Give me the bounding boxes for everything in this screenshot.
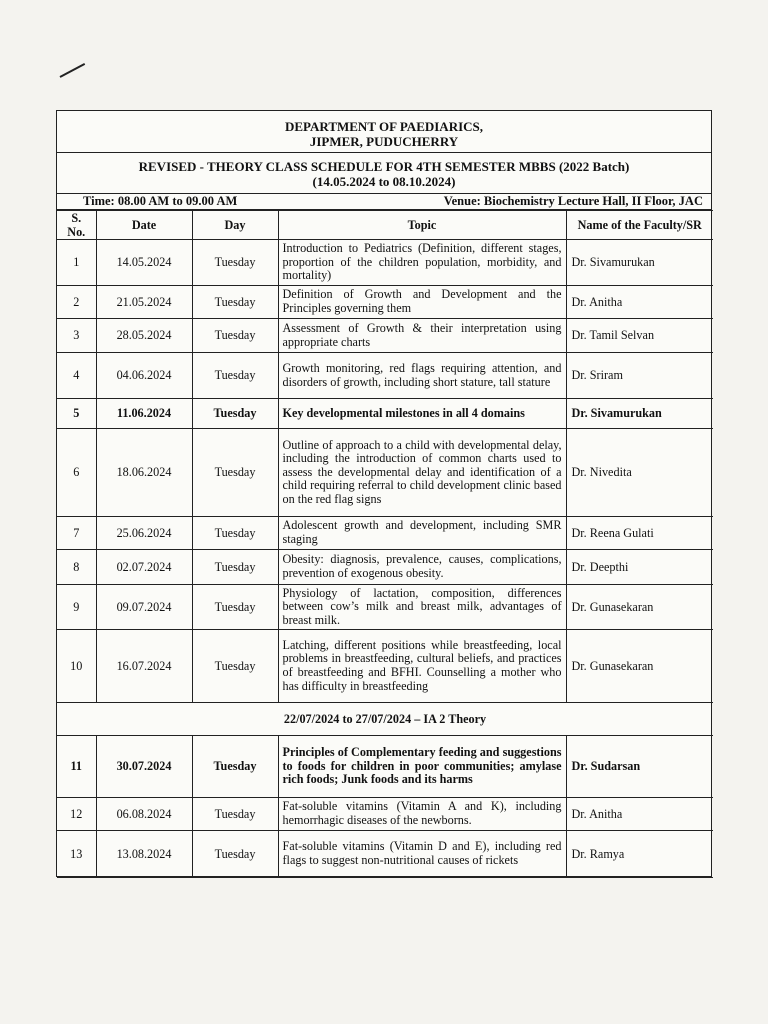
row-sno: 5 — [57, 399, 96, 429]
row-sno: 10 — [57, 630, 96, 703]
row-day: Tuesday — [192, 831, 278, 878]
schedule-document — [56, 110, 712, 877]
row-date: 09.07.2024 — [96, 585, 192, 630]
row-day: Tuesday — [192, 736, 278, 798]
table-row — [57, 517, 713, 550]
col-header-date: Date — [96, 211, 192, 240]
row-topic: Fat-soluble vitamins (Vitamin A and K), including hemorrhagic diseases of the newborns. — [278, 798, 566, 831]
row-topic: Key developmental milestones in all 4 domains — [278, 399, 566, 429]
schedule-title — [57, 153, 711, 194]
row-faculty: Dr. Anitha — [566, 798, 713, 831]
class-venue: Venue: Biochemistry Lecture Hall, II Floor, JAC — [443, 194, 703, 208]
table-row — [57, 286, 713, 319]
pen-mark — [60, 63, 86, 78]
row-sno: 1 — [57, 240, 96, 286]
col-header-day: Day — [192, 211, 278, 240]
row-day: Tuesday — [192, 286, 278, 319]
row-topic: Latching, different positions while breastfeeding, local problems in breastfeeding, cultural beliefs, and practices of breastfeeding and BFHI. Counselling a mother who has difficulty in breastfeeding — [278, 630, 566, 703]
row-day: Tuesday — [192, 399, 278, 429]
class-time: Time: 08.00 AM to 09.00 AM — [83, 194, 238, 208]
table-row — [57, 630, 713, 703]
ia-break-row — [57, 703, 713, 736]
col-header-sno: S. No. — [57, 211, 96, 240]
table-row — [57, 353, 713, 399]
row-day: Tuesday — [192, 630, 278, 703]
row-day: Tuesday — [192, 585, 278, 630]
row-sno: 11 — [57, 736, 96, 798]
row-date: 28.05.2024 — [96, 319, 192, 353]
row-faculty: Dr. Gunasekaran — [566, 585, 713, 630]
table-row — [57, 240, 713, 286]
table-row — [57, 831, 713, 878]
col-header-faculty: Name of the Faculty/SR — [566, 211, 713, 240]
row-day: Tuesday — [192, 798, 278, 831]
row-faculty: Dr. Sivamurukan — [566, 240, 713, 286]
row-topic: Obesity: diagnosis, prevalence, causes, complications, prevention of exogenous obesity. — [278, 550, 566, 585]
row-sno: 2 — [57, 286, 96, 319]
table-header-row — [57, 211, 713, 240]
time-venue-bar — [57, 194, 711, 210]
row-faculty: Dr. Deepthi — [566, 550, 713, 585]
row-sno: 3 — [57, 319, 96, 353]
row-faculty: Dr. Tamil Selvan — [566, 319, 713, 353]
row-topic: Adolescent growth and development, including SMR staging — [278, 517, 566, 550]
row-faculty: Dr. Ramya — [566, 831, 713, 878]
table-row — [57, 319, 713, 353]
table-row — [57, 429, 713, 517]
row-date: 30.07.2024 — [96, 736, 192, 798]
row-date: 04.06.2024 — [96, 353, 192, 399]
row-topic: Fat-soluble vitamins (Vitamin D and E), including red flags to suggest non-nutritional causes of rickets — [278, 831, 566, 878]
row-topic: Introduction to Pediatrics (Definition, different stages, proportion of the children population, morbidity, and mortality) — [278, 240, 566, 286]
row-topic: Principles of Complementary feeding and suggestions to foods for children in poor communities; amylase rich foods; Junk foods and its harms — [278, 736, 566, 798]
row-sno: 6 — [57, 429, 96, 517]
row-sno: 8 — [57, 550, 96, 585]
ia-break-label: 22/07/2024 to 27/07/2024 – IA 2 Theory — [57, 703, 713, 736]
table-row — [57, 798, 713, 831]
row-sno: 12 — [57, 798, 96, 831]
institution-name: JIPMER, PUDUCHERRY — [309, 134, 459, 149]
row-topic: Outline of approach to a child with developmental delay, including the introduction of common charts used to assess the developmental delay and identification of a child requiring referral to child development clinic based on the red flag signs — [278, 429, 566, 517]
row-date: 14.05.2024 — [96, 240, 192, 286]
col-header-topic: Topic — [278, 211, 566, 240]
row-date: 25.06.2024 — [96, 517, 192, 550]
row-date: 13.08.2024 — [96, 831, 192, 878]
row-faculty: Dr. Anitha — [566, 286, 713, 319]
department-name: DEPARTMENT OF PAEDIARICS, — [284, 119, 484, 134]
row-faculty: Dr. Sriram — [566, 353, 713, 399]
table-row — [57, 585, 713, 630]
row-faculty: Dr. Reena Gulati — [566, 517, 713, 550]
table-row — [57, 550, 713, 585]
row-date: 18.06.2024 — [96, 429, 192, 517]
row-sno: 9 — [57, 585, 96, 630]
row-faculty: Dr. Sivamurukan — [566, 399, 713, 429]
row-faculty: Dr. Sudarsan — [566, 736, 713, 798]
row-day: Tuesday — [192, 353, 278, 399]
row-date: 11.06.2024 — [96, 399, 192, 429]
row-faculty: Dr. Gunasekaran — [566, 630, 713, 703]
department-header — [57, 111, 711, 153]
row-date: 21.05.2024 — [96, 286, 192, 319]
row-topic: Growth monitoring, red flags requiring attention, and disorders of growth, including short stature, tall stature — [278, 353, 566, 399]
row-topic: Definition of Growth and Development and the Principles governing them — [278, 286, 566, 319]
row-sno: 7 — [57, 517, 96, 550]
row-day: Tuesday — [192, 517, 278, 550]
row-date: 02.07.2024 — [96, 550, 192, 585]
row-day: Tuesday — [192, 429, 278, 517]
row-topic: Assessment of Growth & their interpretation using appropriate charts — [278, 319, 566, 353]
row-sno: 13 — [57, 831, 96, 878]
row-topic: Physiology of lactation, composition, differences between cow’s milk and breast milk, advantages of breast milk. — [278, 585, 566, 630]
row-sno: 4 — [57, 353, 96, 399]
row-faculty: Dr. Nivedita — [566, 429, 713, 517]
row-date: 06.08.2024 — [96, 798, 192, 831]
schedule-title-text: REVISED - THEORY CLASS SCHEDULE FOR 4TH SEMESTER MBBS (2022 Batch) — [138, 159, 630, 174]
schedule-table — [57, 210, 713, 878]
table-row — [57, 399, 713, 429]
schedule-period: (14.05.2024 to 08.10.2024) — [312, 174, 456, 189]
row-date: 16.07.2024 — [96, 630, 192, 703]
row-day: Tuesday — [192, 550, 278, 585]
table-row — [57, 736, 713, 798]
row-day: Tuesday — [192, 240, 278, 286]
row-day: Tuesday — [192, 319, 278, 353]
